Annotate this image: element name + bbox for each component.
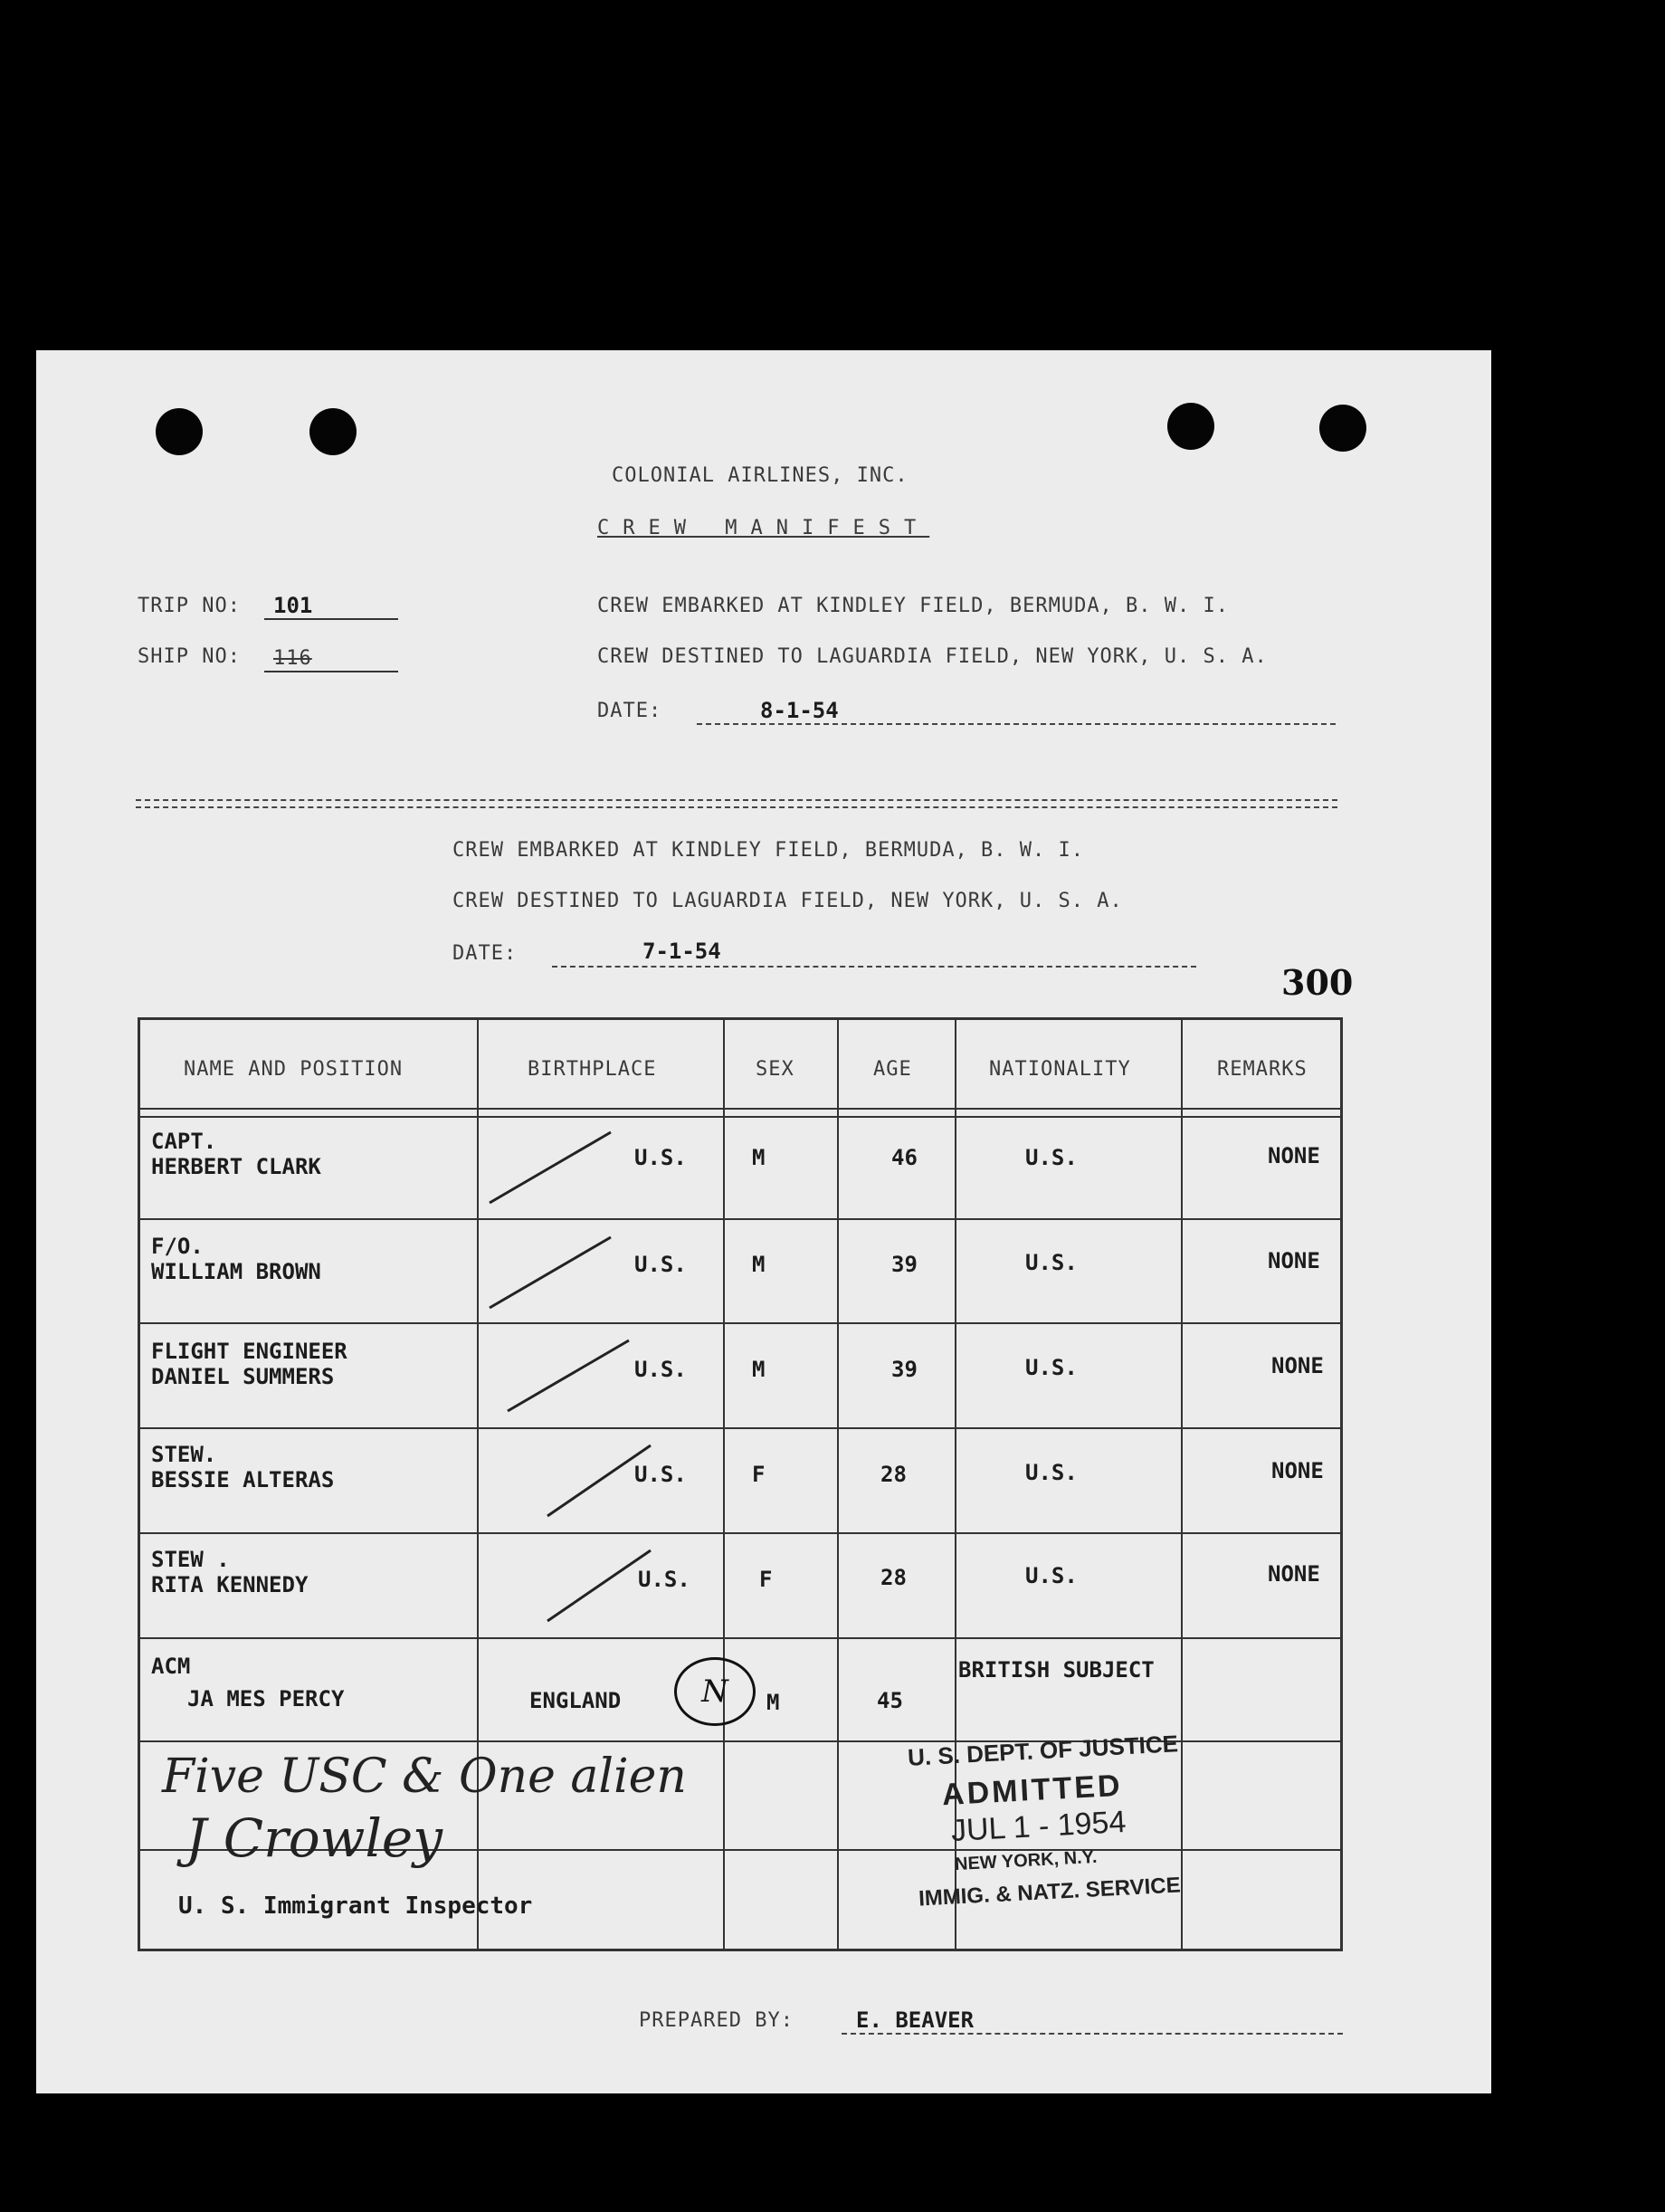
- col-divider: [1181, 1020, 1183, 1949]
- header-name: NAME AND POSITION: [184, 1058, 404, 1081]
- row-divider: [140, 1427, 1340, 1429]
- trip-label: TRIP NO:: [138, 595, 241, 617]
- crew-name: RITA KENNEDY: [151, 1572, 309, 1597]
- trip-underline: [264, 618, 398, 620]
- ship-underline: [264, 671, 398, 672]
- handwritten-note: Five USC & One alien: [162, 1750, 687, 1804]
- crew-age: 28: [880, 1462, 907, 1487]
- row-divider: [140, 1637, 1340, 1639]
- crew-position: STEW .: [151, 1547, 230, 1572]
- crew-position: ACM: [151, 1654, 191, 1679]
- punch-hole: [1167, 403, 1214, 450]
- stamp-date: JUL 1 - 1954: [950, 1804, 1127, 1849]
- crew-age: 45: [877, 1688, 903, 1713]
- row-divider: [140, 1108, 1340, 1110]
- header-nationality: NATIONALITY: [989, 1058, 1131, 1081]
- crew-remarks: NONE: [1271, 1353, 1324, 1378]
- ship-number: 116: [273, 647, 312, 670]
- punch-hole: [309, 408, 357, 455]
- crew-nationality: U.S.: [1025, 1563, 1078, 1588]
- date-value: 8-1-54: [760, 698, 839, 723]
- crew-nationality: U.S.: [1025, 1250, 1078, 1275]
- destined-line: CREW DESTINED TO LAGUARDIA FIELD, NEW YORK, U. S. A.: [597, 645, 1268, 668]
- crew-age: 39: [891, 1252, 918, 1277]
- crew-nationality: U.S.: [1025, 1460, 1078, 1485]
- crew-table: [138, 1017, 1343, 1951]
- stamp-city: NEW YORK, N.Y.: [954, 1846, 1098, 1875]
- check-mark: [484, 1129, 620, 1210]
- destined-line-2: CREW DESTINED TO LAGUARDIA FIELD, NEW YORK, U. S. A.: [452, 890, 1123, 912]
- crew-position: CAPT.: [151, 1129, 217, 1154]
- prepared-label: PREPARED BY:: [639, 2009, 794, 2032]
- stamp-admitted: ADMITTED: [941, 1768, 1124, 1813]
- crew-remarks: NONE: [1271, 1458, 1324, 1483]
- prepared-value: E. BEAVER: [856, 2007, 975, 2033]
- crew-remarks: NONE: [1268, 1248, 1320, 1273]
- crew-sex: M: [752, 1357, 766, 1382]
- row-divider: [140, 1532, 1340, 1534]
- circled-mark: N: [674, 1657, 756, 1726]
- stamp-service: IMMIG. & NATZ. SERVICE: [918, 1873, 1182, 1912]
- separator-line: [136, 806, 1337, 808]
- col-divider: [837, 1020, 839, 1949]
- header-age: AGE: [873, 1058, 912, 1081]
- crew-age: 46: [891, 1145, 918, 1170]
- col-divider: [477, 1020, 479, 1949]
- crew-birthplace: U.S.: [634, 1462, 687, 1487]
- crew-remarks: NONE: [1268, 1143, 1320, 1168]
- crew-sex: M: [752, 1145, 766, 1170]
- crew-remarks: NONE: [1268, 1561, 1320, 1587]
- inspector-label: U. S. Immigrant Inspector: [178, 1893, 533, 1920]
- crew-name: HERBERT CLARK: [151, 1154, 321, 1179]
- crew-sex: F: [752, 1462, 766, 1487]
- crew-nationality: U.S.: [1025, 1145, 1078, 1170]
- crew-birthplace: U.S.: [634, 1252, 687, 1277]
- crew-sex: F: [759, 1567, 773, 1592]
- crew-sex: M: [766, 1690, 780, 1715]
- crew-age: 28: [880, 1565, 907, 1590]
- date-value-2: 7-1-54: [642, 939, 721, 964]
- date-underline-2: [552, 966, 1196, 968]
- prepared-underline: [842, 2033, 1343, 2035]
- ship-label: SHIP NO:: [138, 645, 241, 668]
- header-remarks: REMARKS: [1217, 1058, 1308, 1081]
- crew-position: F/O.: [151, 1234, 204, 1259]
- crew-position: FLIGHT ENGINEER: [151, 1339, 347, 1364]
- crew-name: DANIEL SUMMERS: [151, 1364, 335, 1389]
- crew-birthplace: U.S.: [634, 1145, 687, 1170]
- crew-nationality: BRITISH SUBJECT: [958, 1657, 1155, 1683]
- date-label: DATE:: [597, 700, 662, 722]
- row-divider: [140, 1116, 1340, 1118]
- date-label-2: DATE:: [452, 942, 518, 965]
- punch-hole: [1319, 405, 1366, 452]
- header-birthplace: BIRTHPLACE: [528, 1058, 657, 1081]
- row-divider: [140, 1322, 1340, 1324]
- crew-age: 39: [891, 1357, 918, 1382]
- check-mark: [502, 1337, 638, 1418]
- crew-sex: M: [752, 1252, 766, 1277]
- crew-name: WILLIAM BROWN: [151, 1259, 321, 1284]
- crew-position: STEW.: [151, 1442, 217, 1467]
- stamp-dept: U. S. DEPT. OF JUSTICE: [907, 1730, 1179, 1771]
- header-sex: SEX: [756, 1058, 794, 1081]
- page-number: 300: [1281, 962, 1354, 1003]
- company-name: COLONIAL AIRLINES, INC.: [612, 464, 909, 487]
- trip-number: 101: [273, 593, 313, 618]
- embarked-line-2: CREW EMBARKED AT KINDLEY FIELD, BERMUDA, B. W. I.: [452, 839, 1085, 862]
- punch-hole: [156, 408, 203, 455]
- crew-nationality: U.S.: [1025, 1355, 1078, 1380]
- crew-birthplace: ENGLAND: [529, 1688, 622, 1713]
- row-divider: [140, 1218, 1340, 1220]
- embarked-line: CREW EMBARKED AT KINDLEY FIELD, BERMUDA, B. W. I.: [597, 595, 1230, 617]
- inspector-signature: J Crowley: [186, 1807, 442, 1869]
- crew-name: BESSIE ALTERAS: [151, 1467, 335, 1492]
- crew-name: JA MES PERCY: [187, 1686, 345, 1711]
- crew-birthplace: U.S.: [634, 1357, 687, 1382]
- check-mark: [484, 1234, 620, 1315]
- col-divider: [723, 1020, 725, 1949]
- crew-birthplace: U.S.: [638, 1567, 690, 1592]
- separator-line: [136, 799, 1337, 801]
- date-underline: [697, 723, 1336, 725]
- document-title: CREW MANIFEST: [597, 517, 930, 539]
